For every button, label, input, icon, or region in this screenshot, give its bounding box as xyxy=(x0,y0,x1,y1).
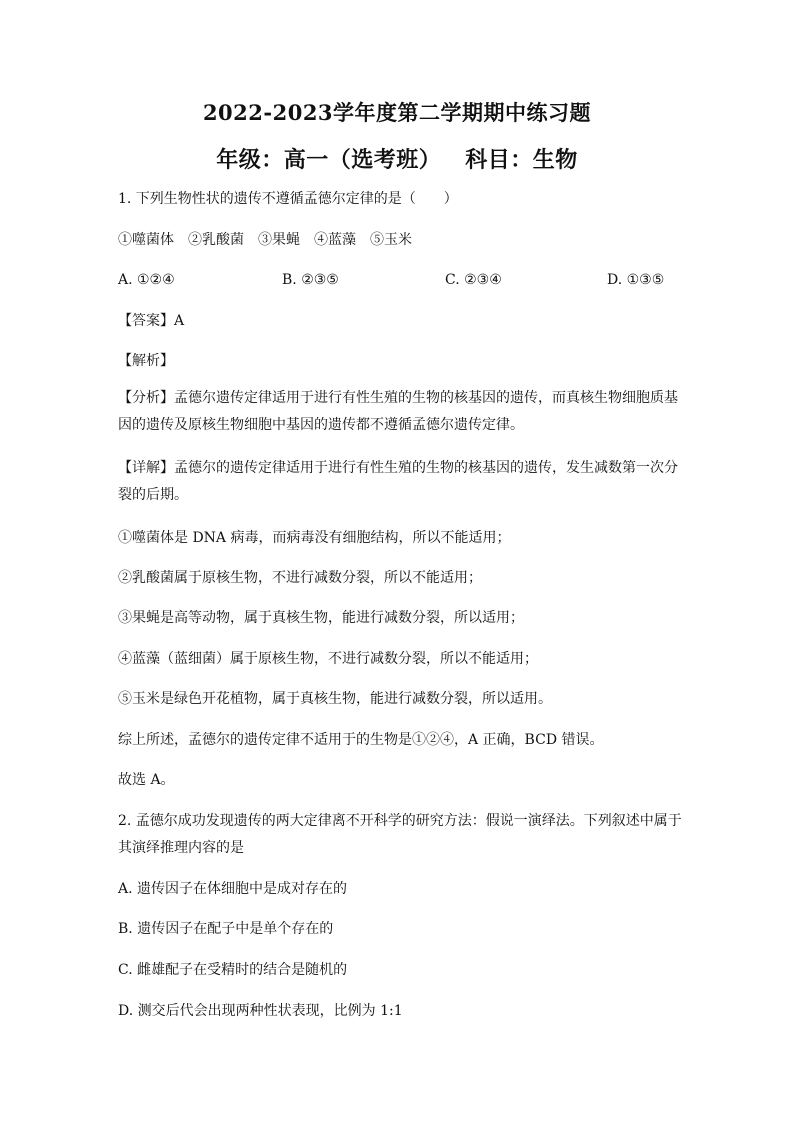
q1-option-c: C. ②③④ xyxy=(445,272,502,288)
q1-xiangjie: 【详解】孟德尔的遗传定律适用于进行有性生殖的生物的核基因的遗传，发生减数第一次分裂的后期。 xyxy=(118,460,678,503)
q2-option-d: D. 测交后代会出现两种性状表现，比例为 1:1 xyxy=(118,1003,403,1019)
q1-option-a: A. ①②④ xyxy=(118,272,175,288)
subject-label: 科目：生物 xyxy=(465,147,578,173)
q2-option-a: A. 遗传因子在体细胞中是成对存在的 xyxy=(118,881,348,897)
q1-point-5: ⑤玉米是绿色开花植物，属于真核生物，能进行减数分裂，所以适用。 xyxy=(118,691,552,707)
q1-option-d: D. ①③⑤ xyxy=(607,272,665,288)
q1-conclusion: 故选 A。 xyxy=(118,772,175,788)
q1-answer: 【答案】A xyxy=(118,313,185,329)
q1-point-3: ③果蝇是高等动物，属于真核生物，能进行减数分裂，所以适用； xyxy=(118,610,524,626)
q1-point-4: ④蓝藻（蓝细菌）属于原核生物，不进行减数分裂，所以不能适用； xyxy=(118,651,538,667)
q1-summary: 综上所述，孟德尔的遗传定律不适用于的生物是①②④，A 正确，BCD 错误。 xyxy=(118,732,604,748)
q2-option-c: C. 雌雄配子在受精时的结合是随机的 xyxy=(118,962,348,978)
q1-items: ①噬菌体 ②乳酸菌 ③果蝇 ④蓝藻 ⑤玉米 xyxy=(118,232,412,248)
q1-point-2: ②乳酸菌属于原核生物，不进行减数分裂，所以不能适用； xyxy=(118,570,482,586)
q2-stem: 2. 孟德尔成功发现遗传的两大定律离不开科学的研究方法：假说一演绎法。下列叙述中属于其演绎推理内容的是 xyxy=(118,813,682,856)
q1-analysis-label: 【解析】 xyxy=(118,353,174,369)
q1-point-1: ①噬菌体是 DNA 病毒，而病毒没有细胞结构，所以不能适用； xyxy=(118,530,511,546)
grade-label: 年级：高一（选考班） xyxy=(216,147,442,173)
exam-title: 2022-2023学年度第二学期期中练习题 xyxy=(202,100,592,125)
exam-subtitle xyxy=(0,143,794,174)
q2-option-b: B. 遗传因子在配子中是单个存在的 xyxy=(118,921,334,937)
q1-option-b: B. ②③⑤ xyxy=(282,272,339,288)
q1-fenxi: 【分析】孟德尔遗传定律适用于进行有性生殖的生物的核基因的遗传，而真核生物细胞质基因的遗传及原核生物细胞中基因的遗传都不遵循孟德尔遗传定律。 xyxy=(118,390,678,433)
q1-stem: 1. 下列生物性状的遗传不遵循孟德尔定律的是（ ） xyxy=(118,191,458,207)
